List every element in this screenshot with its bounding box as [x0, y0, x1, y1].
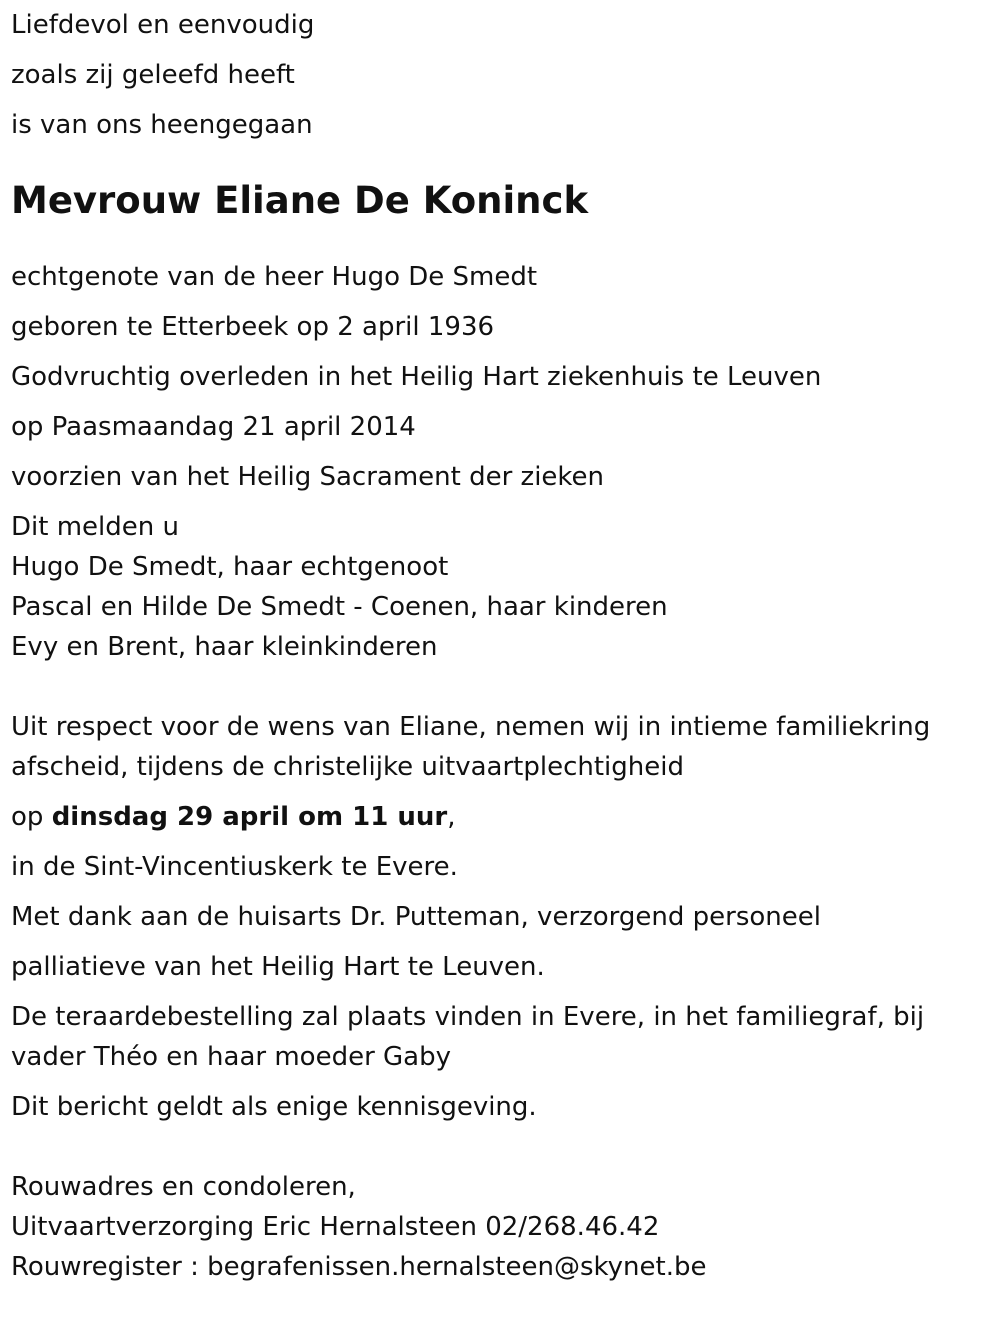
details-block	[11, 257, 1000, 497]
announcer-children: Pascal en Hilde De Smedt - Coenen, haar kinderen	[11, 592, 668, 622]
intro-line-1: Liefdevol en eenvoudig	[11, 10, 315, 40]
ceremony-date-suffix: ,	[447, 802, 456, 832]
obituary-page	[0, 5, 1000, 1318]
contact-line-2: Uitvaartverzorging Eric Hernalsteen 02/268.46.42	[11, 1212, 660, 1242]
thanks-line-2: palliatieve van het Heilig Hart te Leuven.	[11, 952, 545, 982]
ceremony-date-bold: dinsdag 29 april om 11 uur	[51, 802, 448, 832]
intro-line-3: is van ons heengegaan	[11, 110, 313, 140]
ceremony-block	[11, 707, 1000, 887]
ceremony-date-prefix: op	[11, 802, 52, 832]
detail-spouse: echtgenote van de heer Hugo De Smedt	[11, 262, 538, 292]
contact-line-3: Rouwregister : begrafenissen.hernalsteen@skynet.be	[11, 1252, 707, 1282]
contact-line-1: Rouwadres en condoleren,	[11, 1172, 356, 1202]
contact-block	[11, 1167, 1000, 1287]
detail-death-date: op Paasmaandag 21 april 2014	[11, 412, 416, 442]
detail-death-place: Godvruchtig overleden in het Heilig Hart ziekenhuis te Leuven	[11, 362, 822, 392]
intro-line-2: zoals zij geleefd heeft	[11, 60, 295, 90]
intro-verse	[11, 5, 1000, 145]
deceased-name: Mevrouw Eliane De Koninck	[11, 179, 589, 222]
announcer-intro: Dit melden u	[11, 512, 179, 542]
notice-text: Dit bericht geldt als enige kennisgeving.	[11, 1092, 537, 1122]
announcers-block	[11, 507, 1000, 667]
burial-text: De teraardebestelling zal plaats vinden in Evere, in het familiegraf, bij vader Théo en haar moeder Gaby	[11, 1002, 925, 1072]
ceremony-date	[11, 797, 1000, 837]
ceremony-location: in de Sint-Vincentiuskerk te Evere.	[11, 852, 458, 882]
ceremony-text: Uit respect voor de wens van Eliane, nemen wij in intieme familiekring afscheid, tijdens de christelijke uitvaartplechtigheid	[11, 712, 931, 782]
thanks-line-1: Met dank aan de huisarts Dr. Putteman, verzorgend personeel	[11, 902, 821, 932]
announcer-grandchildren: Evy en Brent, haar kleinkinderen	[11, 632, 438, 662]
thanks-block	[11, 897, 1000, 987]
announcer-spouse: Hugo De Smedt, haar echtgenoot	[11, 552, 449, 582]
detail-birth: geboren te Etterbeek op 2 april 1936	[11, 312, 495, 342]
detail-sacrament: voorzien van het Heilig Sacrament der zieken	[11, 462, 605, 492]
